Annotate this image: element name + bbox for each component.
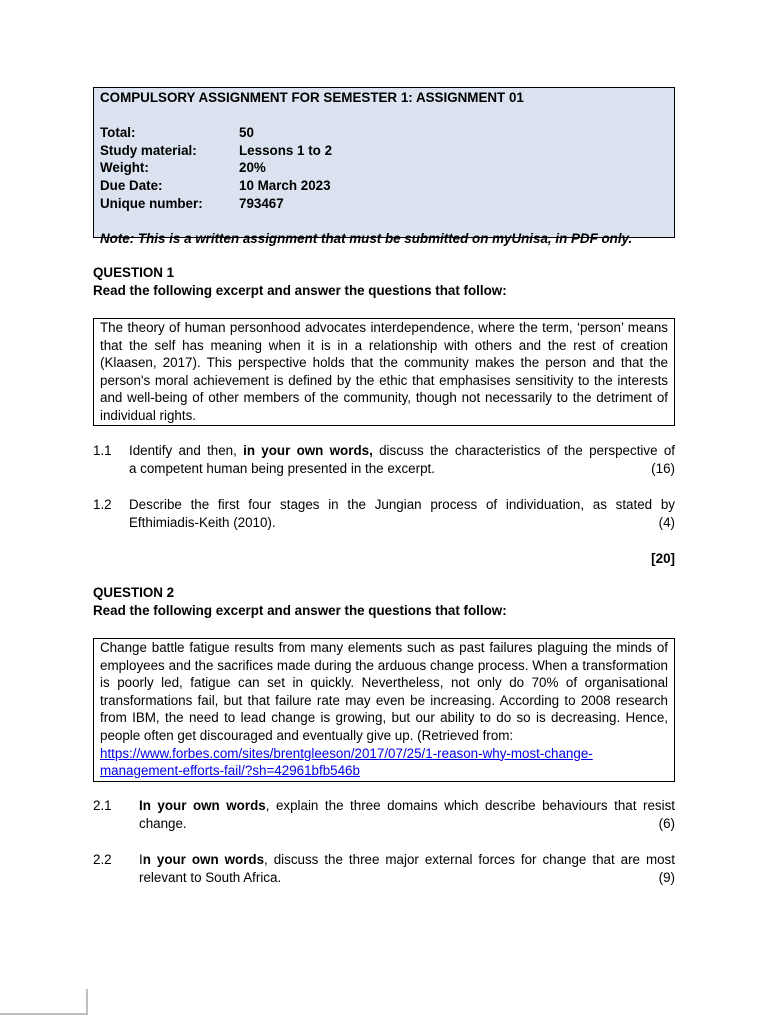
source-link-continued[interactable]: management-efforts-fail/?sh=42961bfb546b	[100, 763, 360, 779]
source-link[interactable]: https://www.forbes.com/sites/brentgleeson/2017/07/25/1-reason-why-most-change-	[100, 745, 593, 761]
assignment-title: COMPULSORY ASSIGNMENT FOR SEMESTER 1: ASSIGNMENT 01	[100, 90, 524, 105]
item-line-2: change. (6)	[139, 816, 675, 831]
question-1-1	[93, 442, 675, 478]
excerpt-text: Change battle fatigue results from many elements such as past failures plaguing the minds of employees and the sacrifices made during the arduous change process. When a transformation is poorly led, fatigue can set in quickly. Nevertheless, not only do 70% of organisational transformations fail, but that failure rate may even be increasing. According to 2008 research from IBM, the need to lead change is growing, but our ability to do so is decreasing. Hence, people often get discouraged and eventually give up. (Retrieved from:	[100, 640, 668, 743]
item-line-2: relevant to South Africa. (9)	[139, 870, 675, 885]
question-1-excerpt: The theory of human personhood advocates interdependence, where the term, ‘person’ means that the self has meaning when it is in a relationship with others and the rest of creation (Klaasen, 2017). This perspective holds that the community makes the person and that the person's moral achievement is defined by the ethic that emphasises sensitivity to the interests and well-being of other members of the community, though not necessarily to the detriment of individual rights.	[93, 318, 675, 426]
question-1-total: [20]	[651, 551, 675, 566]
item-marks: (9)	[658, 870, 675, 885]
info-value: 793467	[239, 195, 284, 211]
item-line-1: Identify and then, in your own words, discuss the characteristics of the perspective of	[129, 443, 675, 458]
info-row-total	[100, 124, 668, 142]
item-marks: (16)	[651, 461, 675, 476]
question-2-1	[93, 797, 675, 833]
info-value: Lessons 1 to 2	[239, 142, 333, 158]
item-number: 2.2	[93, 852, 112, 867]
item-line-2: Efthimiadis-Keith (2010). (4)	[129, 515, 675, 530]
item-line-2: a competent human being presented in the excerpt. (16)	[129, 461, 675, 476]
page-corner-crop-mark	[0, 989, 88, 1015]
question-1-title: QUESTION 1	[93, 265, 175, 280]
info-row-weight	[100, 159, 668, 177]
question-1-2	[93, 496, 675, 532]
item-line-1: Describe the first four stages in the Jungian process of individuation, as stated by	[129, 497, 675, 512]
info-value: 10 March 2023	[239, 177, 331, 193]
info-label: Study material:	[100, 142, 197, 158]
question-2-instruction: Read the following excerpt and answer the questions that follow:	[93, 603, 507, 618]
question-2-2	[93, 851, 675, 887]
info-label: Weight:	[100, 160, 149, 176]
info-label: Unique number:	[100, 195, 203, 211]
info-row-study-material	[100, 142, 668, 160]
item-number: 1.2	[93, 497, 112, 512]
info-label: Due Date:	[100, 177, 163, 193]
info-label: Total:	[100, 125, 136, 141]
item-number: 1.1	[93, 443, 112, 458]
item-marks: (4)	[658, 515, 675, 530]
question-2-excerpt	[93, 638, 675, 782]
info-value: 20%	[239, 160, 266, 176]
info-row-unique-number	[100, 195, 668, 213]
item-line-1: In your own words, discuss the three major external forces for change that are most	[139, 852, 675, 867]
info-row-due-date	[100, 177, 668, 195]
item-line-1: In your own words, explain the three domains which describe behaviours that resist	[139, 798, 675, 813]
question-1-instruction: Read the following excerpt and answer the questions that follow:	[93, 283, 507, 298]
item-marks: (6)	[658, 816, 675, 831]
assignment-info-box	[93, 87, 675, 246]
info-value: 50	[239, 125, 254, 141]
question-2-title: QUESTION 2	[93, 585, 175, 600]
submission-note: Note: This is a written assignment that must be submitted on myUnisa, in PDF only.	[100, 230, 633, 246]
item-number: 2.1	[93, 798, 112, 813]
